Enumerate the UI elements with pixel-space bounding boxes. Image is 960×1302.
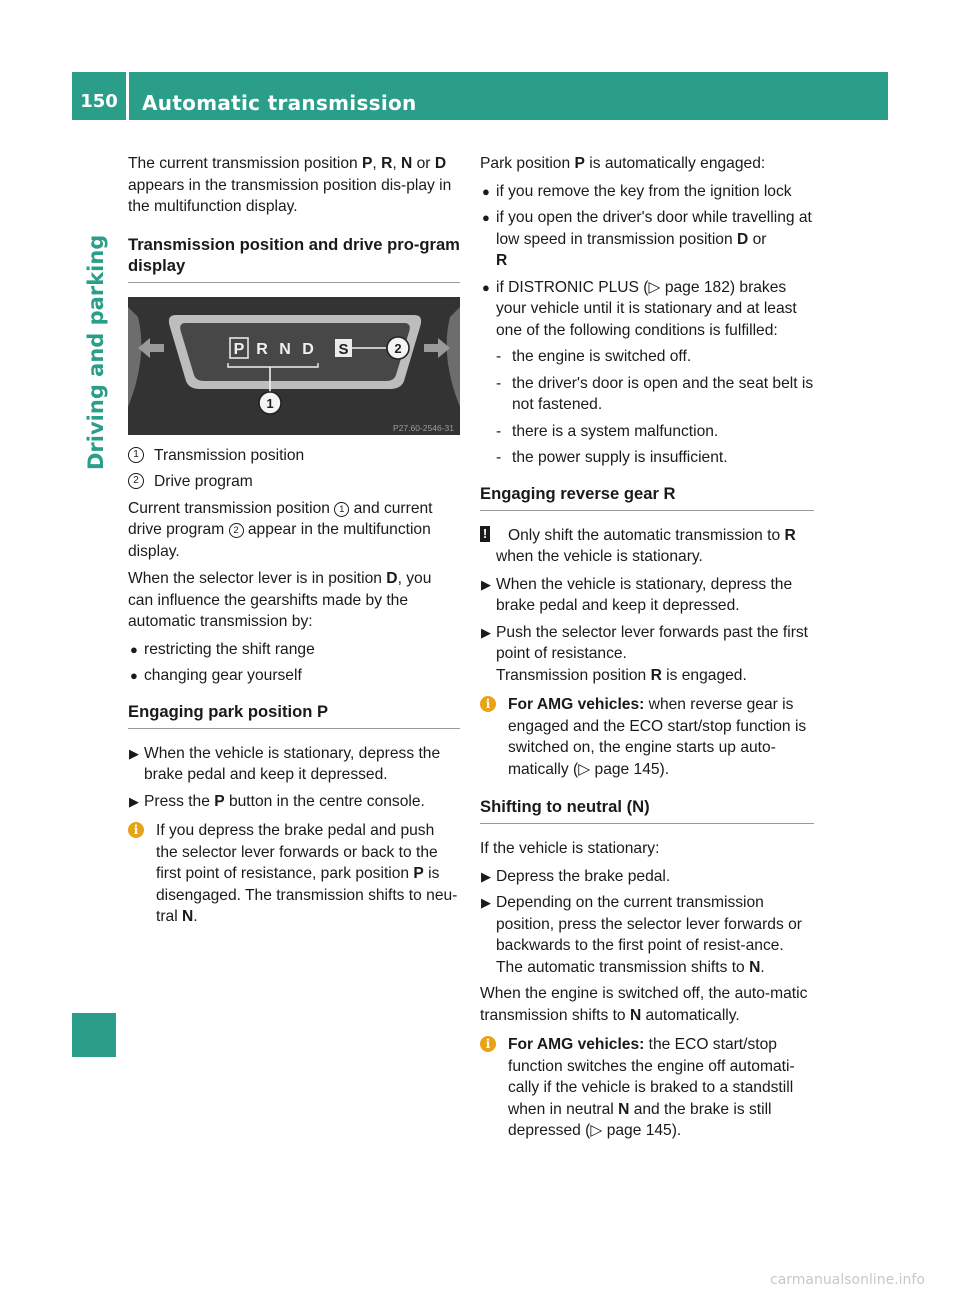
side-chapter-block bbox=[72, 1013, 116, 1057]
instrument-cluster-figure bbox=[128, 297, 460, 435]
step-arrow-icon: ▶ bbox=[481, 624, 491, 640]
list-item: ● if DISTRONIC PLUS (▷ page 182) brakes your vehicle until it is stationary and at least one of the following conditions is fulfilled: bbox=[482, 278, 797, 339]
page-reference-arrow-icon: ▷ bbox=[648, 278, 661, 296]
list-item: ● if you remove the key from the ignition lock bbox=[480, 181, 814, 203]
callout-1-icon: 1 bbox=[334, 502, 349, 517]
bullet-icon: ● bbox=[130, 668, 138, 683]
gear-letter-n: N bbox=[279, 340, 291, 358]
bullet-icon: ● bbox=[482, 183, 490, 199]
gear-letter-p: P bbox=[233, 340, 245, 358]
list-item: ● if you open the driver's door while travelling at low speed in transmission position D or R bbox=[482, 209, 812, 269]
sub-list-item: - there is a system malfunction. bbox=[480, 421, 814, 443]
sub-list-item: - the power supply is insufficient. bbox=[480, 447, 814, 469]
callout-1-number: 1 bbox=[266, 395, 274, 411]
gear-letter-r: R bbox=[256, 340, 268, 358]
heading-reverse-gear: Engaging reverse gear R bbox=[480, 483, 814, 511]
intro-paragraph: The current transmission position P, R, N or D appears in the transmission position dis-play in the multifunction display. bbox=[128, 155, 452, 215]
legend-item: 1 Transmission position bbox=[128, 445, 460, 467]
dash-marker: - bbox=[496, 374, 502, 392]
figure-code: P27.60-2546-31 bbox=[393, 422, 454, 433]
list-item: ● restricting the shift range bbox=[128, 639, 460, 661]
callout-2-icon: 2 bbox=[229, 523, 244, 538]
drive-program-letter: S bbox=[338, 340, 349, 358]
list-item: ● changing gear yourself bbox=[128, 665, 460, 687]
info-note: i For AMG vehicles: when reverse gear is engaged and the ECO start/stop function is switched on, the engine starts up auto-matically (▷ page 145). bbox=[480, 694, 814, 780]
info-note: i For AMG vehicles: the ECO start/stop function switches the engine off automati-cally if the vehicle is braked to a standstill when in neutral N and the brake is still depressed (▷ page 145). bbox=[480, 1034, 814, 1142]
page-number: 150 bbox=[80, 91, 118, 112]
engine-off-paragraph: When the engine is switched off, the auto-matic transmission shifts to N automatically. bbox=[480, 985, 808, 1024]
bullet-icon: ● bbox=[130, 641, 138, 657]
dash-marker: - bbox=[496, 422, 502, 440]
step-arrow-icon: ▶ bbox=[481, 895, 491, 910]
callout-2-icon: 2 bbox=[128, 473, 144, 489]
step-item: ▶ Push the selector lever forwards past the first point of resistance. Transmission position R is engaged. bbox=[481, 623, 809, 684]
heading-park-position: Engaging park position P bbox=[128, 701, 460, 729]
callout-1-icon: 1 bbox=[128, 447, 144, 463]
step-item: ▶ When the vehicle is stationary, depress the brake pedal and keep it depressed. bbox=[481, 575, 793, 614]
info-icon: i bbox=[480, 1036, 496, 1052]
warning-icon: ! bbox=[480, 526, 490, 542]
page-reference-arrow-icon: ▷ bbox=[590, 1122, 603, 1139]
left-column bbox=[128, 153, 460, 934]
step-arrow-icon: ▶ bbox=[481, 576, 491, 592]
selector-lever-paragraph: When the selector lever is in position D, you can influence the gearshifts made by the automatic transmission by: bbox=[128, 570, 432, 630]
neutral-intro: If the vehicle is stationary: bbox=[480, 840, 660, 857]
dash-marker: - bbox=[496, 449, 502, 466]
warning-note: ! Only shift the automatic transmission to R when the vehicle is stationary. bbox=[480, 525, 814, 568]
side-chapter-text: Driving and parking bbox=[84, 234, 108, 470]
display-screen bbox=[180, 323, 410, 381]
header-divider bbox=[126, 72, 129, 120]
info-note: i If you depress the brake pedal and push the selector lever forwards or back to the first point of resistance, park position P is disengaged. The transmission shifts to neu-tral N. bbox=[128, 820, 460, 928]
info-icon: i bbox=[128, 822, 144, 838]
step-arrow-icon: ▶ bbox=[129, 793, 139, 809]
step-arrow-icon: ▶ bbox=[129, 745, 139, 761]
step-arrow-icon: ▶ bbox=[481, 868, 491, 884]
callout-2-number: 2 bbox=[394, 340, 402, 356]
page-reference-arrow-icon: ▷ bbox=[578, 760, 591, 778]
heading-neutral: Shifting to neutral (N) bbox=[480, 796, 814, 824]
step-item: ▶ When the vehicle is stationary, depress the brake pedal and keep it depressed. bbox=[129, 744, 441, 783]
info-icon: i bbox=[480, 696, 496, 712]
sub-list-item: - the driver's door is open and the seat belt is not fastened. bbox=[496, 374, 814, 413]
dash-marker: - bbox=[496, 348, 502, 365]
header-bar bbox=[72, 72, 888, 120]
sub-list-item: - the engine is switched off. bbox=[480, 346, 814, 368]
step-item: ▶ Depress the brake pedal. bbox=[480, 866, 814, 888]
watermark: carmanualsonline.info bbox=[770, 1272, 925, 1288]
section-title: Automatic transmission bbox=[142, 91, 417, 115]
step-item: ▶ Press the P button in the centre console. bbox=[128, 791, 460, 813]
right-column bbox=[480, 153, 814, 1148]
step-item: ▶ Depending on the current transmission position, press the selector lever forwards or backwards to the first point of resist-ance. The automatic transmission shifts to N. bbox=[481, 894, 802, 976]
park-auto-paragraph: Park position P is automatically engaged: bbox=[480, 155, 766, 172]
bullet-icon: ● bbox=[482, 279, 490, 295]
current-position-paragraph: Current transmission position 1 and current drive program 2 appear in the multifunction display. bbox=[128, 499, 433, 560]
legend-item: 2 Drive program bbox=[128, 471, 460, 493]
bullet-icon: ● bbox=[482, 210, 490, 225]
gear-letter-d: D bbox=[302, 340, 314, 358]
heading-transmission-display: Transmission position and drive pro-gram display bbox=[128, 234, 460, 283]
